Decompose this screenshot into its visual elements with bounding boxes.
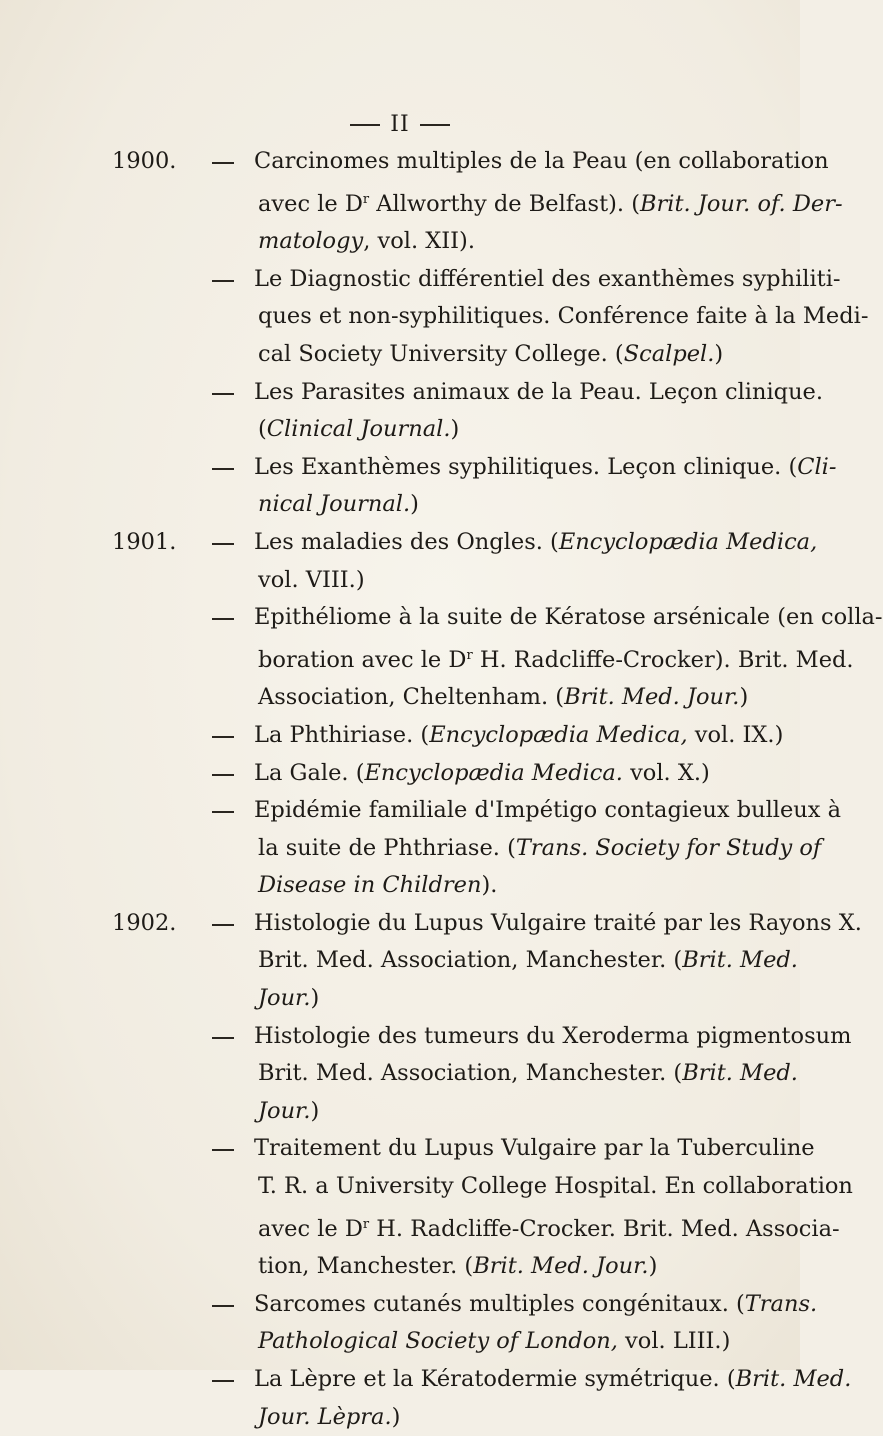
entry-line — [258, 562, 758, 600]
entry-text — [254, 143, 843, 261]
entry-text-segment: Histologie des tumeurs du Xeroderma pigmentosum — [254, 1022, 852, 1049]
entry-line — [258, 298, 869, 336]
entry-text — [254, 1018, 852, 1131]
entry-line — [254, 1361, 852, 1399]
entry-text-segment: tion, Manchester. ( — [258, 1253, 474, 1280]
entry-text — [254, 374, 824, 449]
journal-title: Brit. Jour. of. Der- — [639, 190, 843, 217]
journal-title: Jour. Lèpra. — [258, 1403, 392, 1430]
entry-dash — [212, 162, 234, 164]
folio-dash-left — [350, 124, 380, 126]
bibliography-entry — [0, 1130, 853, 1285]
entry-text-segment: Sarcomes cutanés multiples congénitaux. ( — [254, 1290, 745, 1317]
entry-dash — [212, 543, 234, 545]
bibliography-entry — [0, 905, 862, 1018]
entry-dash — [212, 811, 234, 813]
bibliography-entry — [0, 717, 800, 755]
entry-text — [254, 792, 842, 905]
entry-year: 1902. — [112, 909, 177, 936]
entry-line — [258, 679, 758, 717]
entry-text-segment: ques et non-syphilitiques. Conférence faite à la Medi- — [258, 303, 869, 330]
entry-text-segment: boration avec le D — [258, 646, 467, 673]
entry-text-segment: Carcinomes multiples de la Peau (en collaboration — [254, 148, 829, 174]
entry-line — [258, 830, 822, 868]
page-number — [0, 112, 800, 137]
bibliography-entry — [0, 599, 883, 717]
entry-text-segment: ) — [648, 1253, 658, 1280]
entry-text-segment: ) — [391, 1403, 401, 1430]
entry-text-segment: Epidémie familiale d'Impétigo contagieux bulleux à — [254, 797, 842, 824]
entry-text-segment: vol. X.) — [622, 759, 710, 786]
entry-line — [254, 717, 784, 755]
bibliography-entry — [0, 792, 842, 905]
entry-line — [258, 181, 843, 224]
journal-title: Brit. Med. — [735, 1366, 852, 1392]
entry-line — [254, 792, 842, 830]
entry-text — [254, 905, 862, 1018]
entry-dash — [212, 1305, 234, 1307]
entry-text — [254, 261, 869, 374]
entry-line — [258, 637, 854, 680]
entry-line — [258, 867, 758, 905]
entry-text-segment: La Gale. ( — [254, 759, 365, 786]
entry-line — [258, 336, 758, 374]
entry-text-segment: H. Radcliffe-Crocker). Brit. Med. — [472, 646, 854, 673]
entry-line — [258, 1323, 758, 1361]
entry-year: 1900. — [112, 148, 177, 174]
entry-text-segment: T. R. a University College Hospital. En collaboration — [258, 1173, 853, 1200]
bibliography-entry — [0, 1286, 818, 1361]
entry-text-segment: Epithéliome à la suite de Kératose arsénicale (en colla- — [254, 604, 883, 631]
entry-text-segment: avec le D — [258, 1215, 363, 1242]
entry-text — [254, 524, 818, 599]
journal-title: Brit. Med. Jour. — [473, 1253, 649, 1280]
entry-text-segment: Les Parasites animaux de la Peau. Leçon clinique. — [254, 378, 824, 405]
superscript: r — [466, 647, 473, 663]
bibliography-entry — [0, 261, 869, 374]
entry-line — [258, 411, 758, 449]
entry-text — [254, 755, 758, 793]
entry-text-segment: Les maladies des Ongles. ( — [254, 528, 559, 555]
entry-line — [258, 1248, 758, 1286]
entry-text-segment: Allworthy de Belfast). ( — [369, 190, 640, 217]
entry-line — [254, 599, 883, 637]
journal-title: Encyclopædia Medica, — [429, 721, 688, 748]
entry-dash — [212, 924, 234, 926]
entry-text-segment: ) — [310, 985, 320, 1012]
journal-title: Pathological Society of London, — [258, 1328, 618, 1355]
entry-line — [258, 486, 758, 524]
superscript: r — [362, 1216, 370, 1232]
entry-text-segment: , vol. XII). — [363, 228, 475, 255]
entry-year: 1901. — [112, 528, 177, 555]
entry-line — [254, 755, 758, 793]
entry-line — [254, 1286, 818, 1324]
entry-text-segment: H. Radcliffe-Crocker. Brit. Med. Associa- — [369, 1215, 840, 1242]
entry-text — [254, 599, 883, 717]
journal-title: nical Journal. — [258, 491, 411, 518]
entry-line — [258, 1093, 758, 1131]
page-number-text: II — [390, 112, 410, 137]
entry-line — [258, 942, 798, 980]
entry-text — [254, 1286, 818, 1361]
entry-line — [258, 980, 758, 1018]
journal-title: Encyclopædia Medica. — [364, 759, 623, 786]
entry-dash — [212, 280, 234, 282]
bibliography-entry — [0, 449, 837, 524]
journal-title: Trans. Society for Study of — [515, 834, 822, 861]
entry-text-segment: vol. IX.) — [687, 721, 784, 748]
journal-title: Brit. Med. — [682, 947, 798, 974]
journal-title: Disease in Children — [258, 872, 482, 899]
entry-line — [258, 223, 758, 261]
entry-line — [254, 449, 837, 487]
journal-title: Jour. — [258, 1097, 311, 1124]
entry-text-segment: Le Diagnostic différentiel des exanthèmes syphiliti- — [254, 265, 841, 292]
entry-text — [254, 1130, 853, 1285]
entry-text-segment: Histologie du Lupus Vulgaire traité par les Rayons X. — [254, 909, 862, 936]
bibliography-list — [0, 143, 883, 1436]
entry-text-segment: la suite de Phthriase. ( — [258, 834, 516, 861]
entry-text-segment: ) — [410, 491, 419, 518]
entry-dash — [212, 618, 234, 620]
entry-line — [254, 261, 841, 299]
entry-line — [258, 1399, 758, 1436]
entry-text-segment: Les Exanthèmes syphilitiques. Leçon clinique. ( — [254, 453, 798, 480]
journal-title: Cli- — [797, 453, 837, 480]
journal-title: Clinical Journal. — [266, 416, 451, 443]
entry-line — [254, 905, 862, 943]
entry-text-segment: cal Society University College. ( — [258, 340, 624, 367]
entry-text-segment: La Phthiriase. ( — [254, 721, 430, 748]
entry-line — [258, 1168, 853, 1206]
entry-dash — [212, 468, 234, 470]
entry-text-segment: vol. VIII.) — [258, 566, 365, 593]
entry-text-segment: ). — [481, 872, 498, 899]
entry-text — [254, 717, 784, 755]
entry-line — [258, 1055, 798, 1093]
entry-text-segment: Brit. Med. Association, Manchester. ( — [258, 1060, 683, 1087]
entry-dash — [212, 1149, 234, 1151]
journal-title: Scalpel. — [623, 340, 715, 367]
entry-text-segment: Brit. Med. Association, Manchester. ( — [258, 947, 683, 974]
journal-title: Jour. — [258, 985, 311, 1012]
journal-title: Brit. Med. — [682, 1060, 798, 1087]
entry-dash — [212, 393, 234, 395]
entry-text-segment: Association, Cheltenham. ( — [258, 684, 565, 711]
bibliography-entry — [0, 1361, 852, 1436]
entry-text-segment: ( — [258, 416, 267, 443]
entry-text-segment: ) — [739, 684, 749, 711]
entry-line — [258, 1206, 840, 1249]
entry-dash — [212, 774, 234, 776]
entry-line — [254, 1130, 815, 1168]
journal-title: matology — [258, 228, 364, 255]
bibliography-entry — [0, 755, 800, 793]
entry-line — [254, 143, 829, 181]
entry-dash — [212, 1380, 234, 1382]
bibliography-entry — [0, 524, 818, 599]
entry-dash — [212, 736, 234, 738]
entry-text-segment: Traitement du Lupus Vulgaire par la Tuberculine — [254, 1135, 815, 1162]
entry-text — [254, 1361, 852, 1436]
bibliography-entry — [0, 143, 843, 261]
entry-text-segment: ) — [714, 340, 724, 367]
journal-title: Encyclopædia Medica, — [558, 528, 818, 555]
entry-text-segment: ) — [310, 1097, 320, 1124]
superscript: r — [362, 191, 370, 207]
bibliography-entry — [0, 374, 824, 449]
entry-text-segment: ) — [450, 416, 460, 443]
entry-text-segment: vol. LIII.) — [617, 1328, 731, 1355]
journal-title: Brit. Med. Jour. — [564, 684, 740, 711]
bibliography-entry — [0, 1018, 852, 1131]
entry-line — [254, 524, 818, 562]
folio-dash-right — [420, 124, 450, 126]
entry-text-segment: avec le D — [258, 190, 363, 217]
entry-line — [254, 374, 824, 412]
entry-text-segment: La Lèpre et la Kératodermie symétrique. ( — [254, 1366, 736, 1392]
entry-line — [254, 1018, 852, 1056]
journal-title: Trans. — [744, 1290, 818, 1317]
entry-text — [254, 449, 837, 524]
entry-dash — [212, 1037, 234, 1039]
